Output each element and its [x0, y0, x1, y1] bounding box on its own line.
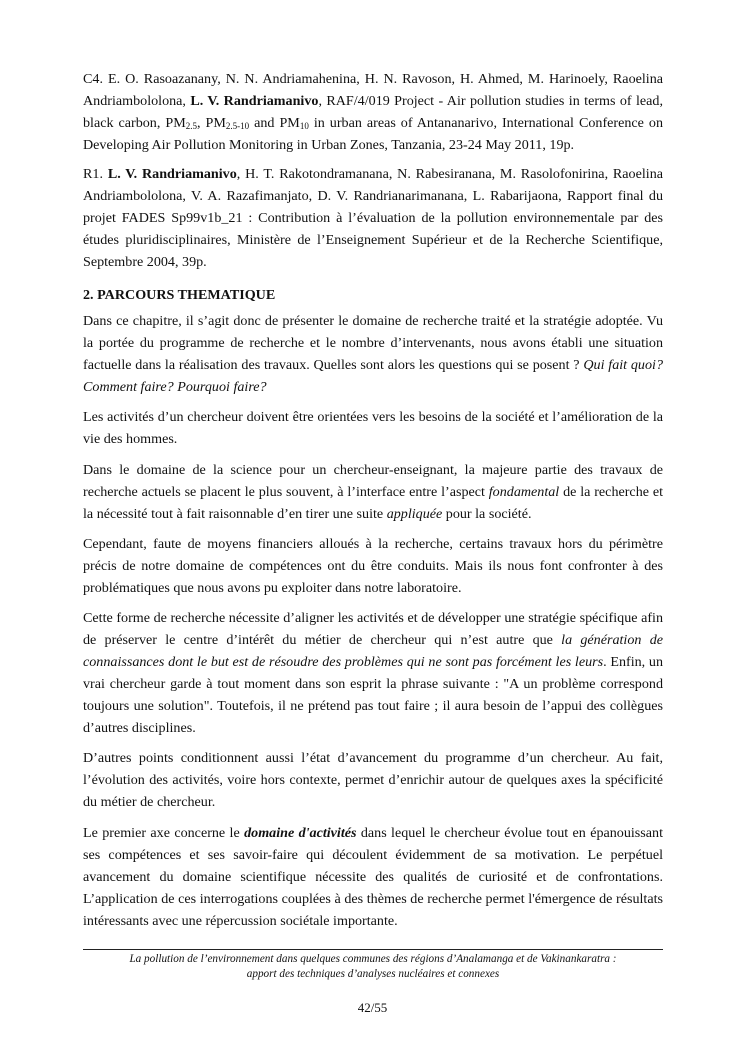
page-number: 42/55	[357, 1000, 388, 1015]
reference-r1-number: R1.	[83, 166, 103, 182]
page-content	[83, 68, 663, 940]
reference-c4-number: C4.	[83, 71, 103, 87]
page-footer	[83, 949, 663, 982]
paragraph-2: Les activités d’un chercheur doivent être orientées vers les besoins de la société et l’amélioration de la vie des hommes.	[83, 409, 663, 448]
paragraph-6: D’autres points conditionnent aussi l’état d’avancement du programme d’un chercheur. Au fait, l’évolution des activités, voire hors contexte, permet d’enrichir autour de quelques axes la spécificité du métier de chercheur.	[83, 750, 663, 811]
footer-line-2: apport des techniques d’analyses nucléaires et connexes	[246, 968, 500, 980]
paragraph-1: Dans ce chapitre, il s’agit donc de présenter le domaine de recherche traité et la stratégie adoptée. Vu la portée du programme de recherche et le nombre d’intervenants, nous avons établi une situation factuelle dans la réalisation des travaux. Quelles sont alors les questions qui se posent ? Qui fait quoi? Comment faire? Pourquoi faire?	[83, 313, 663, 395]
section-heading: 2. PARCOURS THEMATIQUE	[83, 287, 276, 303]
paragraph-3: Dans le domaine de la science pour un chercheur-enseignant, la majeure partie des travaux de recherche actuels se placent le plus souvent, à l’interface entre l’aspect fondamental de la recherche et la nécessité tout à fait raisonnable d’en tirer une suite appliquée pour la société.	[83, 461, 664, 522]
paragraph-4: Cependant, faute de moyens financiers alloués à la recherche, certains travaux hors du périmètre précis de notre domaine de compétences ont du être conduits. Mais ils nous font confronter à des problématiques que nous avons pu exploiter dans notre laboratoire.	[83, 535, 663, 596]
highlighted-author: L. V. Randriamanivo	[190, 93, 319, 109]
paragraph-5: Cette forme de recherche nécessite d’aligner les activités et de développer une stratégie spécifique afin de préserver le centre d’intérêt du métier de chercheur qui n’est autre que la génération de connaissances dont le but est de résoudre des problèmes qui ne sont pas forcément les leurs. Enfin, un vrai chercheur garde à tout moment dans son esprit la phrase suivante : "A un problème correspond toujours une solution". Toutefois, il ne prétend pas tout faire ; il aura besoin de l’appui des collègues d’autres disciplines.	[83, 610, 663, 737]
reference-r1: R1. L. V. Randriamanivo, H. T. Rakotondramanana, N. Rabesiranana, M. Rasolofonirina, Raoelina Andriambololona, V. A. Razafimanjato, D. V. Randrianarimanana, L. Rabarijaona, Rapport final du projet FADES Sp99v1b_21 : Contribution à l’évaluation de la pollution environnementale par des études pluridisciplinaires, Ministère de l’Enseignement Supérieur et de la Recherche Scientifique, Septembre 2004, 39p.	[83, 166, 663, 270]
footer-line-1: La pollution de l’environnement dans quelques communes des régions d’Analamanga et de Vakinankaratra :	[129, 953, 617, 965]
paragraph-7: Le premier axe concerne le domaine d'activités dans lequel le chercheur évolue tout en épanouissant ses compétences et ses savoir-faire qui découlent évidemment de sa motivation. Le perpétuel avancement du domaine scientifique nécessite des qualités de curiosité et de confrontations. L’application de ces interrogations couplées à des thèmes de recherche permet l'émergence de résultats intéressants avec une répercussion sociétale importante.	[83, 824, 663, 929]
reference-c4: C4. E. O. Rasoazanany, N. N. Andriamahenina, H. N. Ravoson, H. Ahmed, M. Harinoely, Raoelina Andriambololona, L. V. Randriamanivo, RAF/4/019 Project - Air pollution studies in terms of lead, black carbon, $PM_{2.5}$, $PM_{2.5-10}$ and $PM_{10}$ in urban areas of Antananarivo, International Conference on Developing Air Pollution Monitoring in Urban Zones, Tanzania, 23-24 May 2011, 19p.	[83, 71, 664, 153]
footer-note	[83, 952, 663, 982]
highlighted-author: L. V. Randriamanivo	[107, 166, 237, 182]
